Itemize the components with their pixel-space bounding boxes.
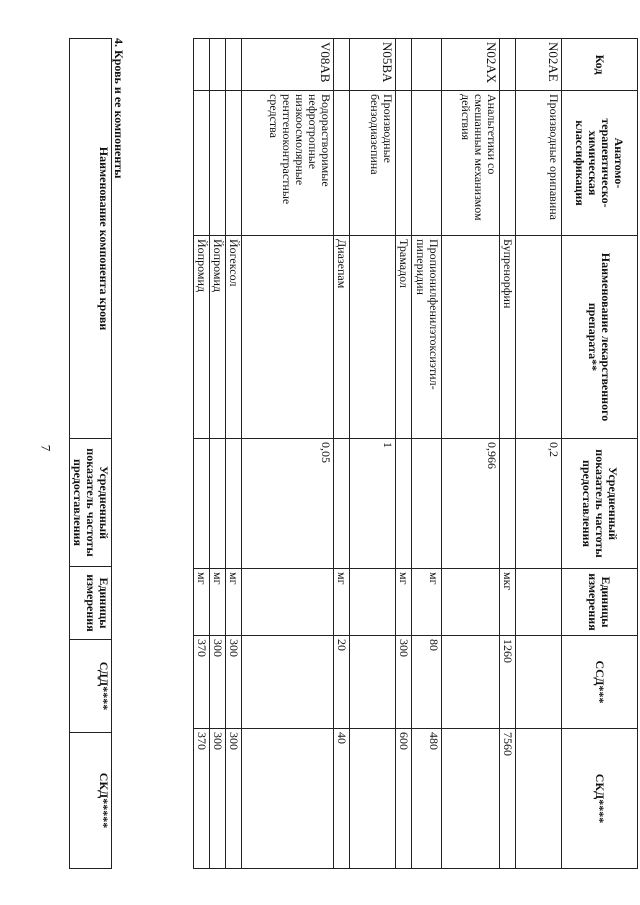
drug-table <box>193 38 638 869</box>
cell-unit: мг <box>396 569 412 636</box>
cell-unit: мг <box>412 569 442 636</box>
cell-code <box>412 39 442 91</box>
cell-unit: мг <box>334 569 350 636</box>
cell-code <box>500 39 516 91</box>
cell-atc <box>396 91 412 236</box>
cell-drug <box>242 236 334 439</box>
cell-frequency <box>334 439 350 569</box>
section-title: 4. Кровь и ее компоненты <box>112 38 126 179</box>
table-row <box>442 39 500 869</box>
cell-ssd: 1260 <box>500 636 516 729</box>
blood-header-skd: СКД***** <box>70 733 112 869</box>
cell-frequency: 0,05 <box>242 439 334 569</box>
cell-code <box>226 39 242 91</box>
cell-skd: 7560 <box>500 729 516 869</box>
cell-skd: 370 <box>194 729 210 869</box>
cell-unit: мкг <box>500 569 516 636</box>
table-row <box>350 39 396 869</box>
cell-drug: Диазепам <box>334 236 350 439</box>
cell-unit <box>516 569 562 636</box>
header-ssd: ССД*** <box>562 636 638 729</box>
blood-header-unit: Единицы измерения <box>70 567 112 640</box>
table-row <box>412 39 442 869</box>
cell-code <box>210 39 226 91</box>
blood-header-row <box>70 39 112 869</box>
cell-ssd <box>242 636 334 729</box>
cell-drug <box>350 236 396 439</box>
cell-unit <box>442 569 500 636</box>
table-row <box>516 39 562 869</box>
table-row <box>334 39 350 869</box>
cell-code <box>396 39 412 91</box>
cell-ssd: 80 <box>412 636 442 729</box>
cell-atc: Водорастворимые нефротропные низкоосмолярные рентгеноконтрастные средства <box>242 91 334 236</box>
header-frequency: Усредненный показатель частоты предоставления <box>562 439 638 569</box>
cell-code <box>334 39 350 91</box>
cell-ssd <box>442 636 500 729</box>
header-unit: Единицы измерения <box>562 569 638 636</box>
header-row <box>562 39 638 869</box>
cell-code: N02AE <box>516 39 562 91</box>
cell-atc <box>500 91 516 236</box>
cell-drug <box>516 236 562 439</box>
cell-skd <box>242 729 334 869</box>
cell-skd <box>442 729 500 869</box>
cell-drug <box>442 236 500 439</box>
rotated-page-content <box>71 38 638 868</box>
cell-ssd: 370 <box>194 636 210 729</box>
cell-drug: Пропионилфенилэтоксиэтил-пиперидин <box>412 236 442 439</box>
cell-code <box>194 39 210 91</box>
cell-skd: 300 <box>210 729 226 869</box>
cell-code: V08AB <box>242 39 334 91</box>
cell-frequency <box>194 439 210 569</box>
table-row <box>194 39 210 869</box>
cell-drug: Йопромид <box>210 236 226 439</box>
cell-ssd: 300 <box>396 636 412 729</box>
cell-skd: 480 <box>412 729 442 869</box>
header-atc: Анатомо-терапевтическо-химическая классификация <box>562 91 638 236</box>
table-row <box>396 39 412 869</box>
cell-frequency <box>412 439 442 569</box>
cell-ssd <box>350 636 396 729</box>
page-number: 7 <box>38 444 54 452</box>
cell-atc: Производные бензодиазепина <box>350 91 396 236</box>
cell-atc <box>210 91 226 236</box>
table-row <box>242 39 334 869</box>
cell-skd: 300 <box>226 729 242 869</box>
blood-header-frequency: Усредненный показатель частоты предоставления <box>70 439 112 567</box>
cell-frequency: 0,2 <box>516 439 562 569</box>
cell-unit: мг <box>194 569 210 636</box>
table-row <box>226 39 242 869</box>
cell-skd <box>350 729 396 869</box>
cell-ssd: 300 <box>210 636 226 729</box>
blood-header-sdd: СДД**** <box>70 640 112 733</box>
cell-atc: Анальгетики со смешанным механизмом действия <box>442 91 500 236</box>
cell-skd: 600 <box>396 729 412 869</box>
cell-unit <box>350 569 396 636</box>
cell-drug: Трамадол <box>396 236 412 439</box>
cell-skd <box>516 729 562 869</box>
cell-code: N05BA <box>350 39 396 91</box>
header-code: Код <box>562 39 638 91</box>
table-row <box>500 39 516 869</box>
cell-atc <box>334 91 350 236</box>
cell-frequency: 1 <box>350 439 396 569</box>
cell-frequency <box>396 439 412 569</box>
cell-unit: мг <box>226 569 242 636</box>
cell-drug: Йопромид <box>194 236 210 439</box>
cell-atc <box>226 91 242 236</box>
header-skd: СКД**** <box>562 729 638 869</box>
cell-ssd <box>516 636 562 729</box>
cell-atc <box>412 91 442 236</box>
cell-atc <box>194 91 210 236</box>
cell-unit: мг <box>210 569 226 636</box>
header-drug: Наименование лекарственного препарата** <box>562 236 638 439</box>
cell-code: N02AX <box>442 39 500 91</box>
cell-frequency <box>210 439 226 569</box>
cell-frequency <box>500 439 516 569</box>
cell-ssd: 20 <box>334 636 350 729</box>
blood-components-table <box>69 38 112 869</box>
cell-skd: 40 <box>334 729 350 869</box>
cell-ssd: 300 <box>226 636 242 729</box>
table-row <box>210 39 226 869</box>
cell-unit <box>242 569 334 636</box>
blood-header-name: Наименование компонента крови <box>70 39 112 439</box>
cell-drug: Йогексол <box>226 236 242 439</box>
cell-atc: Производные орипавина <box>516 91 562 236</box>
cell-frequency: 0,966 <box>442 439 500 569</box>
cell-drug: Бупренорфин <box>500 236 516 439</box>
cell-frequency <box>226 439 242 569</box>
